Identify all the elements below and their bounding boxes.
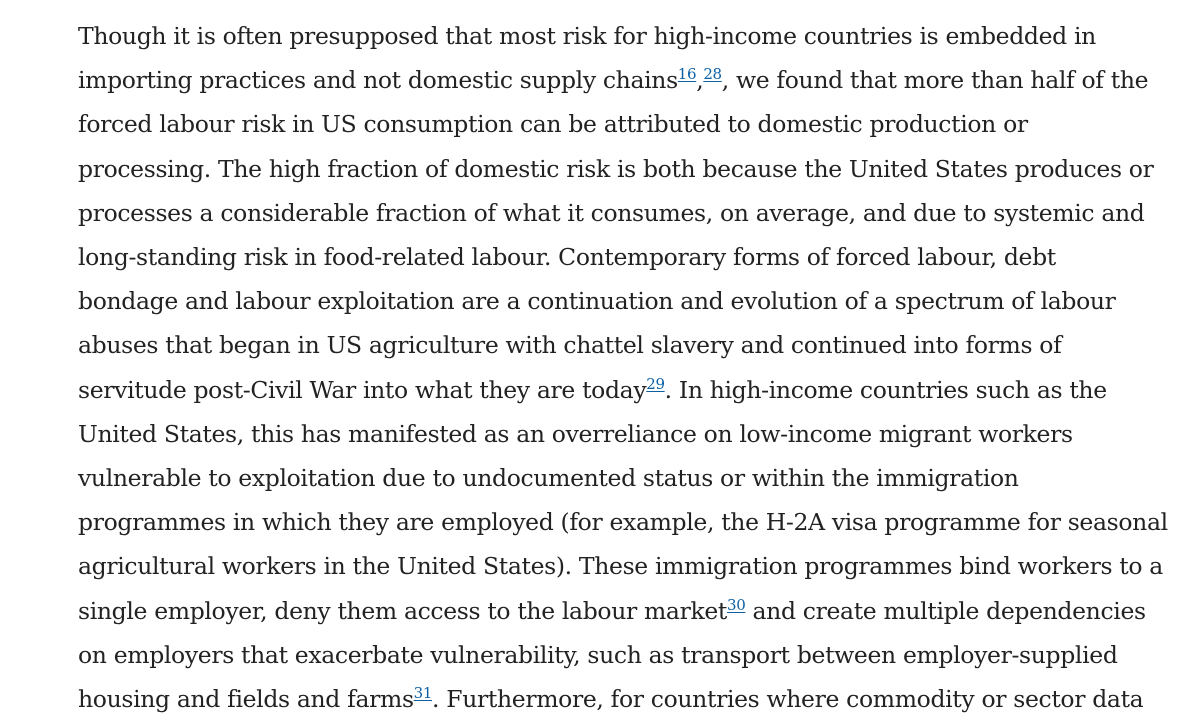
text-line bbox=[78, 456, 1178, 500]
text-segment: forced labour risk in US consumption can be attributed to domestic production or bbox=[78, 110, 1028, 139]
text-segment: . In high-income countries such as the bbox=[664, 375, 1107, 404]
citation-link[interactable]: 30 bbox=[727, 595, 746, 614]
text-segment: United States, this has manifested as an overreliance on low-income migrant workers bbox=[78, 419, 1073, 448]
text-line bbox=[78, 323, 1178, 367]
text-line bbox=[78, 147, 1178, 191]
text-line bbox=[78, 235, 1178, 279]
text-segment: vulnerable to exploitation due to undocumented status or within the immigration bbox=[78, 464, 1019, 493]
text-line bbox=[78, 412, 1178, 456]
citation-link[interactable]: 31 bbox=[413, 684, 433, 703]
text-segment: programmes in which they are employed (for example, the H-2A visa programme for seasonal bbox=[78, 508, 1168, 537]
body-paragraph bbox=[78, 14, 1178, 721]
text-line bbox=[78, 191, 1178, 235]
text-segment: and create multiple dependencies bbox=[745, 596, 1146, 625]
text-segment: processing. The high fraction of domestic risk is both because the United States produces or bbox=[78, 154, 1154, 183]
text-line bbox=[78, 544, 1178, 588]
text-segment: abuses that began in US agriculture with chattel slavery and continued into forms of bbox=[78, 331, 1062, 360]
article-body bbox=[78, 14, 1178, 721]
text-line bbox=[78, 14, 1178, 58]
citation-link[interactable]: 29 bbox=[646, 374, 665, 393]
text-line bbox=[78, 368, 1178, 412]
text-segment: , we found that more than half of the bbox=[721, 66, 1149, 95]
text-line bbox=[78, 677, 1178, 721]
text-line bbox=[78, 102, 1178, 146]
text-segment: single employer, deny them access to the labour market bbox=[78, 596, 728, 625]
citation-link[interactable]: 16 bbox=[677, 65, 697, 84]
text-line bbox=[78, 589, 1178, 633]
text-segment: , bbox=[696, 66, 704, 95]
text-segment: importing practices and not domestic supply chains bbox=[78, 66, 678, 95]
text-segment: servitude post-Civil War into what they are today bbox=[78, 375, 647, 404]
text-line bbox=[78, 279, 1178, 323]
text-segment: bondage and labour exploitation are a continuation and evolution of a spectrum of labour bbox=[78, 287, 1116, 316]
text-segment: housing and fields and farms bbox=[78, 685, 414, 714]
text-segment: Though it is often presupposed that most risk for high-income countries is embedded in bbox=[78, 22, 1096, 50]
text-segment: processes a considerable fraction of what it consumes, on average, and due to systemic and bbox=[78, 198, 1145, 227]
citation-link[interactable]: 28 bbox=[703, 65, 722, 84]
text-segment: long-standing risk in food-related labour. Contemporary forms of forced labour, debt bbox=[78, 243, 1056, 272]
text-line bbox=[78, 633, 1178, 677]
text-line bbox=[78, 500, 1178, 544]
text-segment: on employers that exacerbate vulnerability, such as transport between employer-supplied bbox=[78, 640, 1118, 669]
text-segment: . Furthermore, for countries where commodity or sector data bbox=[432, 685, 1144, 714]
text-line bbox=[78, 58, 1178, 102]
text-segment: agricultural workers in the United States). These immigration programmes bind workers to a bbox=[78, 552, 1163, 581]
